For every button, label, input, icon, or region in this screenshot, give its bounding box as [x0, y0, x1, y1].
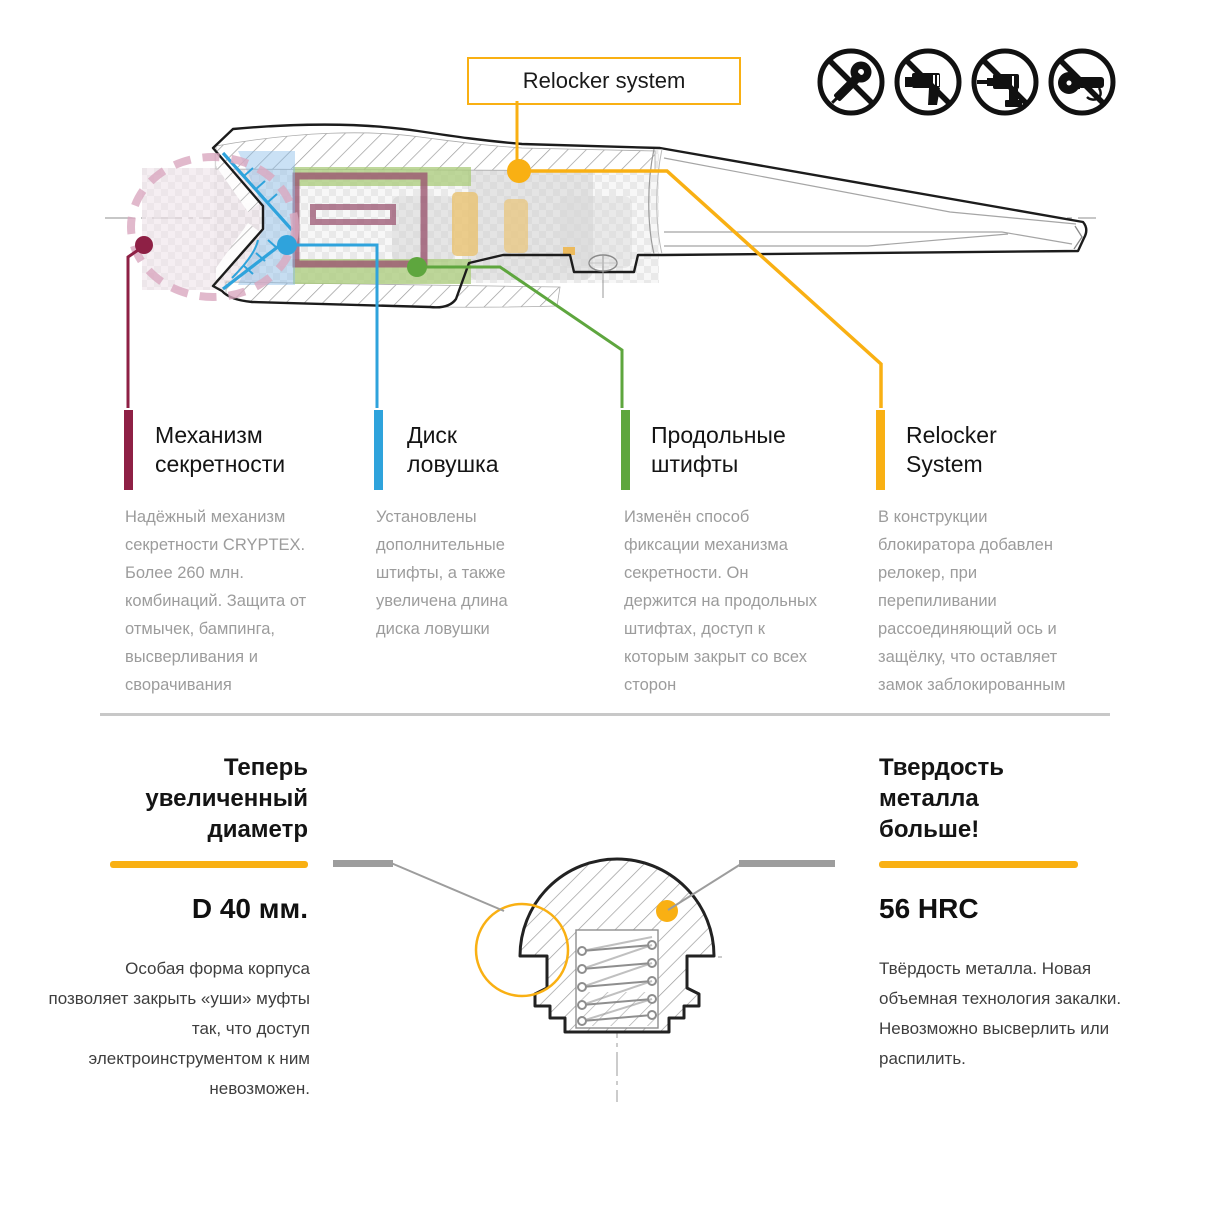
diameter-title: Теперь увеличенный диаметр — [145, 754, 308, 843]
hardness-underline — [879, 861, 1078, 868]
feature-color-bar-pins — [621, 410, 630, 490]
hardness-callout-dot — [656, 900, 678, 922]
relocker-system-callout-label: Relocker system — [522, 68, 686, 93]
left-callout-bar — [333, 860, 393, 867]
feature-color-bar-trap-disk — [374, 410, 383, 490]
padlock-cross-section — [131, 125, 1086, 308]
feature-description-trap-disk: Установлены дополнительные штифты, а также увеличена длина диска ловушки — [376, 508, 508, 638]
diameter-value: D 40 мм. — [191, 893, 308, 924]
feature-title-secrecy: Механизм секретности — [155, 422, 286, 477]
maroon-callout-dot — [135, 236, 153, 254]
feature-title-pins: Продольные штифты — [651, 422, 786, 477]
no-hammer-drill-icon — [970, 47, 1040, 117]
blue-callout-dot — [277, 235, 297, 255]
no-drill-icon — [893, 47, 963, 117]
feature-title-trap-disk: Диск ловушка — [407, 422, 499, 477]
hardness-value: 56 HRC — [879, 893, 979, 924]
section-divider — [100, 713, 1110, 716]
diameter-description: Особая форма корпуса позволяет закрыть «уши» муфты так, что доступ электроинструментом к ним невозможен. — [48, 959, 310, 1098]
prohibition-icons-row — [816, 47, 1117, 117]
green-callout-dot — [407, 257, 427, 277]
feature-color-bar-relocker — [876, 410, 885, 490]
relocker-system-callout-box — [467, 57, 741, 105]
hardness-description: Твёрдость металла. Новая объемная технология закалки. Невозможно высверлить или распилить. — [879, 959, 1122, 1068]
feature-description-pins: Изменён способ фиксации механизма секретности. Он держится на продольных штифтах, доступ к которым закрыт со всех сторон — [624, 508, 818, 694]
no-angle-grinder-icon — [1047, 47, 1117, 117]
yellow-callout-dot — [507, 159, 531, 183]
feature-description-relocker: В конструкции блокиратора добавлен релокер, при перепиливании рассоединяющий ось и защёлку, что оставляет замок заблокированным — [878, 508, 1066, 694]
feature-title-relocker: Relocker System — [906, 422, 997, 477]
feature-description-secrecy: Надёжный механизм секретности CRYPTEX. Более 260 млн. комбинаций. Защита от отмычек, бампинга, высверливания и сворачивания — [125, 508, 307, 694]
hardness-title: Твердость металла больше! — [879, 754, 1005, 843]
bolt-head-cross-section — [333, 859, 835, 1102]
no-die-grinder-icon — [816, 47, 886, 117]
diameter-underline — [110, 861, 308, 868]
feature-color-bar-secrecy — [124, 410, 133, 490]
right-callout-bar — [739, 860, 835, 867]
